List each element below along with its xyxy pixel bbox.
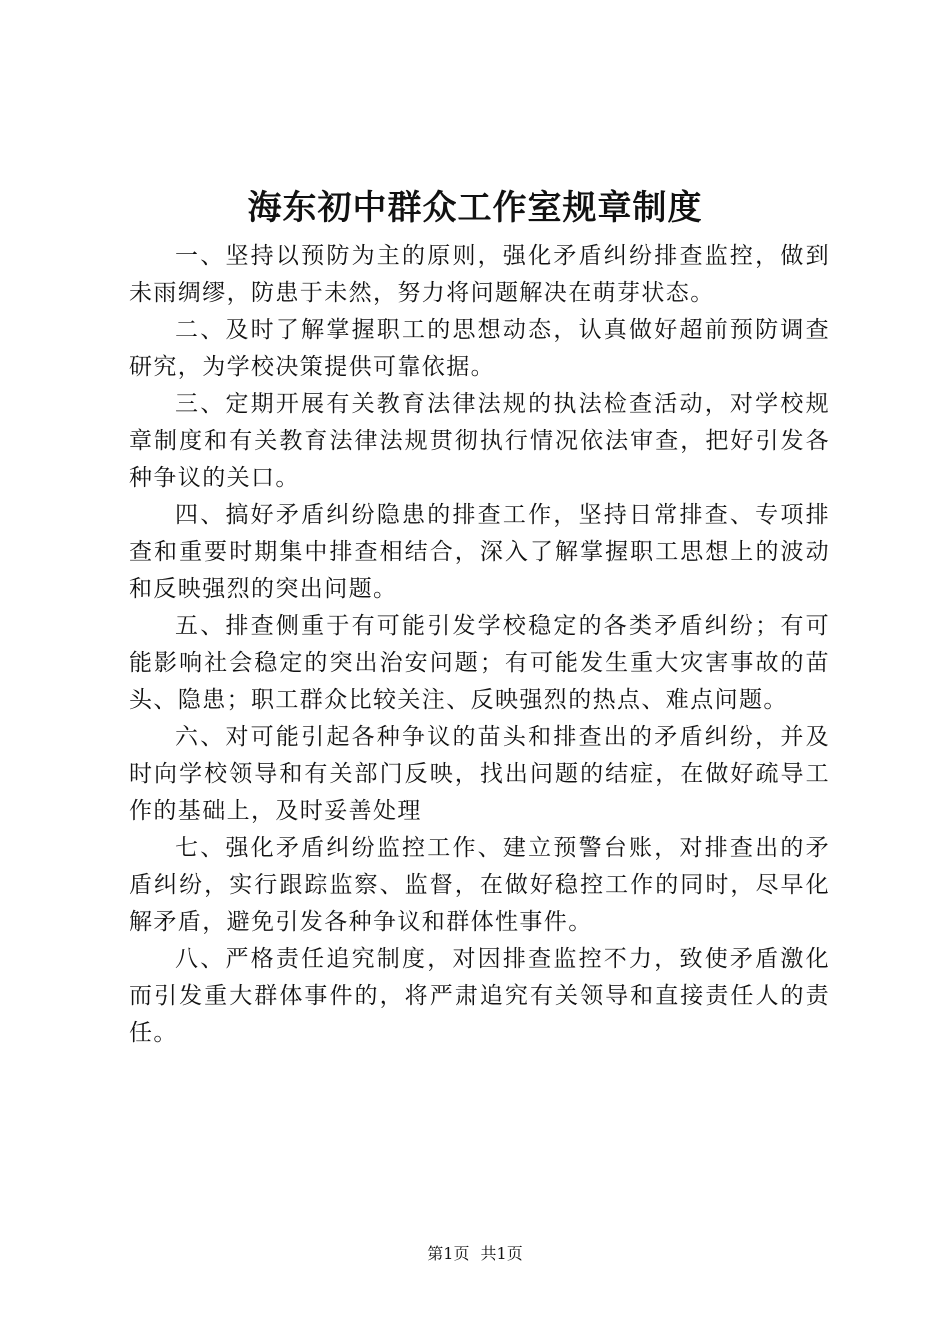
- rule-paragraph-1: 一、坚持以预防为主的原则，强化矛盾纠纷排查监控，做到未雨绸缪，防患于未然，努力将问题解决在萌芽状态。: [129, 243, 830, 306]
- rule-paragraph-6: 六、对可能引起各种争议的苗头和排查出的矛盾纠纷，并及时向学校领导和有关部门反映，找出问题的结症，在做好疏导工作的基础上，及时妥善处理: [129, 724, 830, 824]
- page-number-current: 第1页: [427, 1244, 470, 1263]
- document-body: [129, 238, 830, 1052]
- rule-paragraph-3: 三、定期开展有关教育法律法规的执法检查活动，对学校规章制度和有关教育法律法规贯彻执行情况依法审查，把好引发各种争议的关口。: [129, 391, 830, 491]
- page-footer: [0, 1243, 950, 1265]
- document-title: 海东初中群众工作室规章制度: [247, 188, 703, 228]
- rule-paragraph-2: 二、及时了解掌握职工的思想动态，认真做好超前预防调查研究，为学校决策提供可靠依据。: [129, 317, 830, 380]
- rule-paragraph-8: 八、严格责任追究制度，对因排查监控不力，致使矛盾激化而引发重大群体事件的，将严肃追究有关领导和直接责任人的责任。: [129, 946, 830, 1046]
- rule-paragraph-7: 七、强化矛盾纠纷监控工作、建立预警台账，对排查出的矛盾纠纷，实行跟踪监察、监督，在做好稳控工作的同时，尽早化解矛盾，避免引发各种争议和群体性事件。: [129, 835, 830, 935]
- page-number-total: 共1页: [480, 1244, 523, 1263]
- rule-paragraph-4: 四、搞好矛盾纠纷隐患的排查工作，坚持日常排查、专项排查和重要时期集中排查相结合，深入了解掌握职工思想上的波动和反映强烈的突出问题。: [129, 502, 830, 602]
- rule-paragraph-5: 五、排查侧重于有可能引发学校稳定的各类矛盾纠纷；有可能影响社会稳定的突出治安问题；有可能发生重大灾害事故的苗头、隐患；职工群众比较关注、反映强烈的热点、难点问题。: [129, 613, 830, 713]
